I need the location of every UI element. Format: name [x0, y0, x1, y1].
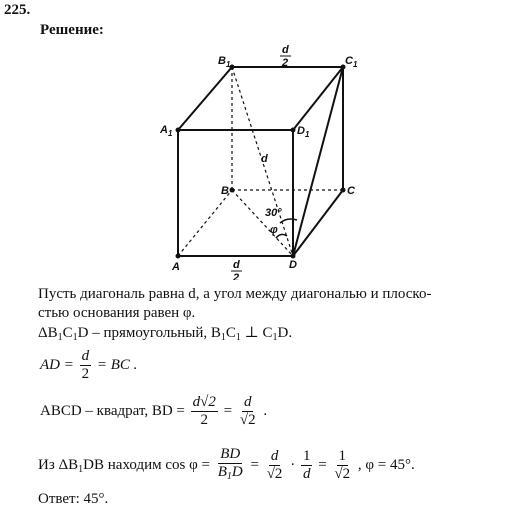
- label-a: A: [172, 261, 180, 273]
- text-line-3: $\Delta B_1C_1D$ – прямоугольный, $B_1C_1$ ⊥ $C_1D$.: [38, 325, 293, 343]
- text-line-1: Пусть диагональ равна d, а угол между диагональю и плоско-: [38, 286, 432, 302]
- label-top-2: 2: [282, 57, 289, 69]
- label-diag-d: d: [261, 153, 268, 165]
- label-b1: $B_1$: [218, 55, 231, 69]
- problem-number: 225.: [4, 2, 31, 18]
- label-phi: φ: [270, 224, 278, 236]
- label-bottom-2: 2: [233, 272, 240, 280]
- label-bottom-d: d: [233, 259, 240, 271]
- text-line-2: стью основания равен φ.: [38, 305, 196, 321]
- formula-ad: AD = $\frac{d}{2}$ = BC .: [40, 348, 138, 382]
- solution-heading: Решение:: [40, 22, 104, 38]
- label-d1: $D_1$: [297, 125, 310, 139]
- label-d: D: [289, 259, 297, 271]
- label-c1: $C_1$: [345, 55, 358, 69]
- edge-ab: [178, 190, 232, 256]
- label-a1: $A_1$: [160, 124, 173, 138]
- answer: Ответ: 45°.: [38, 491, 109, 507]
- label-b: B: [221, 185, 229, 197]
- label-c: C: [347, 185, 355, 197]
- edge-diag-c1d: [293, 67, 343, 256]
- formula-abcd: ABCD – квадрат, BD = $\frac{d√2}{2}$ = $\frac{d}{√2}$ .: [40, 394, 268, 428]
- label-top-d: d: [282, 44, 289, 56]
- formula-cos: Из $\Delta B_1DB$ находим cos φ = $\frac{BD}{B_1D}$ = $\frac{d}{√2}$ · $\frac{1}{d}$ = $\frac{1}{√2}$ , φ = 45°.: [38, 446, 415, 482]
- edge-bd: [232, 190, 293, 256]
- label-angle: 30°: [265, 207, 282, 219]
